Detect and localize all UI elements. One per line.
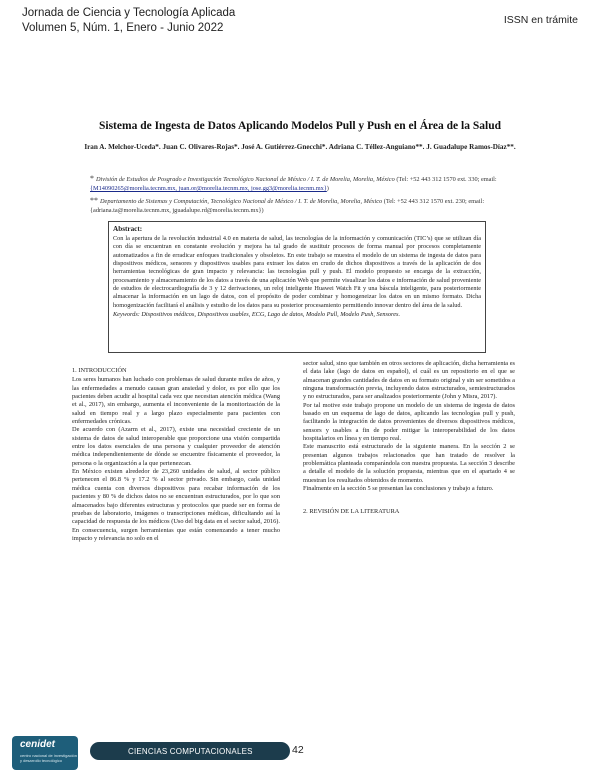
affiliation-contact: (Tel: +52 443 312 1570 ext. 330; email: [396, 176, 497, 183]
affiliation-text: Departamento de Sistemas y Computación, Tecnológico Nacional de México / I. T. de Morelia, Morelia, México [100, 198, 383, 205]
journal-header [22, 6, 235, 36]
affiliation-emails: {adriana.ta@morelia.tecnm.mx, jguadalupe.rd@morelia.tecnm.mx} [90, 207, 262, 215]
logo-tagline: centro nacional de investigación y desarrollo tecnológico [20, 753, 77, 763]
paragraph: Finalmente en la sección 5 se presentan las conclusiones y trabajo a futuro. [303, 485, 494, 493]
paragraph: Por tal motive este trabajo propone un modelo de un sistema de ingesta de datos basado en un esquema de lago de datos, aplicando las tecnologías pull y push, facilitando la integración de datos provenientes de diversos dispositivos médicos, sensors y usables a fin de poder mitigar la interoperabilidad de los datos hospitalarios en línea y en tiempo real. [303, 401, 515, 443]
section-heading-introduction: 1. INTRODUCCIÓN [72, 367, 127, 374]
affiliation-mark: * [90, 174, 94, 183]
right-column [303, 360, 515, 516]
affiliation-contact: (Tel: +52 443 312 1570 ext. 230; email: [383, 198, 485, 205]
logo-name: cenidet [20, 739, 56, 750]
abstract-box [108, 221, 486, 353]
paper-title: Sistema de Ingesta de Datos Aplicando Modelos Pull y Push en el Área de la Salud [98, 120, 501, 132]
affiliation-1: * División de Estudios de Posgrado e Investigación Tecnológico Nacional de México / I. T. de Morelia, Morelia, México (Tel: +52 443 312 1570 ext. 330; email: {M14090265@morelia.tecnm.mx, juan.or@morelia.tecnm.mx, jose.gg3@morelia.tecnm.mx}) [90, 174, 497, 193]
affiliation-emails-link[interactable]: {M14090265@morelia.tecnm.mx, juan.or@morelia.tecnm.mx, jose.gg3@morelia.tecnm.mx} [90, 185, 327, 193]
cenidet-logo [12, 736, 78, 770]
paragraph: Este manuscrito está estructurado de la siguiente manera. En la sección 2 se presentan algunos trabajos relacionados que han tratado de resolver la problemática planteada comparándola con nuestra propuesta. La sección 3 describe a detalle el modelo de la solución propuesta, mientras que en el apartado 4 se muestran los resultados obtenidos de momento. [303, 443, 515, 484]
author-list: Iran A. Melchor-Uceda*. Juan C. Olivares-Rojas*. José A. Gutiérrez-Gnecchi*. Adriana C. Téllez-Anguiano**. J. Guadalupe Ramos-Díaz**. [84, 143, 516, 151]
keywords: Keywords: Dispositivos médicos, Dispositivos usables, ECG, Lago de datos, Modelo Pull, Modelo Push, Sensores. [113, 311, 401, 319]
abstract-heading: Abstract: [113, 225, 143, 233]
left-column [72, 367, 280, 543]
paragraph: De acuerdo con (Azarm et al., 2017), existe una necesidad creciente de un sistema de datos de salud interoperable que proporcione una visión compartida entre los datos esenciales de una persona y cualquier proveedor de atención médica independientemente de dónde se encuentre físicamente el proveedor, la persona o la organización a la que pertenezcan. [72, 426, 280, 467]
affiliation-mark: ** [90, 196, 98, 205]
abstract-text: Con la apertura de la revolución industrial 4.0 en materia de salud, las tecnologías de la información y comunicación (TIC’s) que se utilizan día con día se encuentran en constante evolución y mejora ha tal grado de sustituir procesos de forma manual por procesos completamente automatizados a fin de erradicar enfoques tradicionales y obsoletos. En este trabajo se muestra el modelo de un sistema de ingesta de datos para dispositivos médicos, sensores y dispositivos usables para extraer los datos en crudo de dichos dispositivos a través de la aplicación de dos herramientas tecnológicas de gran impacto y relevancia: las tecnologías pull y push. El modelo propuesto se encarga de la extracción, procesamiento y almacenamiento de los datos a través de una aplicación Web que permite visualizar los datos e información de salud proveniente de estudios de electrocardiografía de 3 y 12 derivaciones, un reloj inteligente Huawei Watch Fit y una báscula inteligente, para posteriormente almacenar la información en un lago de datos, con el propósito de poder combinar y homogeneizar los datos en un mismo formato. Dicha homogenización facilitará el análisis y estudio de los datos para su posterior procesamiento permitiendo innovar dentro del área de la salud. [113, 235, 481, 309]
paragraph: sector salud, sino que también en otros sectores de aplicación, dicha herramienta es el data lake (lago de datos en español), el cuál es un repositorio en el que se almacenan grandes cantidades de datos en su formato original y sin ser sometidos a ninguna transformación previa, incluyendo datos estructurados, semiestructurados y no estructurados, para ser analizados posteriormente (John y Misra, 2017). [303, 360, 515, 401]
page-number: 42 [292, 744, 304, 756]
journal-name: Jornada de Ciencia y Tecnología Aplicada [22, 7, 236, 19]
section-label: CIENCIAS COMPUTACIONALES [128, 747, 253, 756]
affiliation-2: ** Departamento de Sistemas y Computación, Tecnológico Nacional de México / I. T. de Morelia, Morelia, México (Tel: +52 443 312 1570 ext. 230; email: {adriana.ta@morelia.tecnm.mx, jguadalupe.rd@morelia.tecnm.mx}) [90, 196, 485, 215]
journal-volume: Volumen 5, Núm. 1, Enero - Junio 2022 [22, 22, 224, 34]
paragraph: Los seres humanos han luchado con problemas de salud durante miles de años, y las enfermedades a menudo causan gran ansiedad y dolor, es por ello que los pacientes deben acudir al hospital cada vez que necesitan atención médica (Wang et al., 2017), sin embargo, aumenta el inconveniente de la monitorización de la salud en tiempo real y a largo plazo especialmente para pacientes con enfermedades crónicas. [72, 376, 280, 426]
affiliation-text: División de Estudios de Posgrado e Investigación Tecnológico Nacional de México / I. T. de Morelia, Morelia, México [96, 176, 395, 183]
section-heading-literature-review: 2. REVISIÓN DE LA LITERATURA [303, 507, 400, 515]
issn-label: ISSN en trámite [503, 14, 578, 26]
paragraph: En México existen alrededor de 23,260 unidades de salud, al sector público pertenecen el 86.8 % y 17.2 % al sector privado. Sin embargo, cada unidad médica cuenta con diversos dispositivos para recabar información de los pacientes y 80 % de dichos datos no se encuentran estructurados, por lo que son almacenados bajo diferentes estructuras y protocolos que puede ser en forma de pruebas de laboratorio, imágenes o transcripciones médicas, dificultando así la capacidad de respuesta de los médicos (Uso del big data en el sector salud, 2016). En consecuencia, surgen herramientas que están comenzando a tener mucho impacto y relevancia no solo en el [72, 468, 280, 542]
